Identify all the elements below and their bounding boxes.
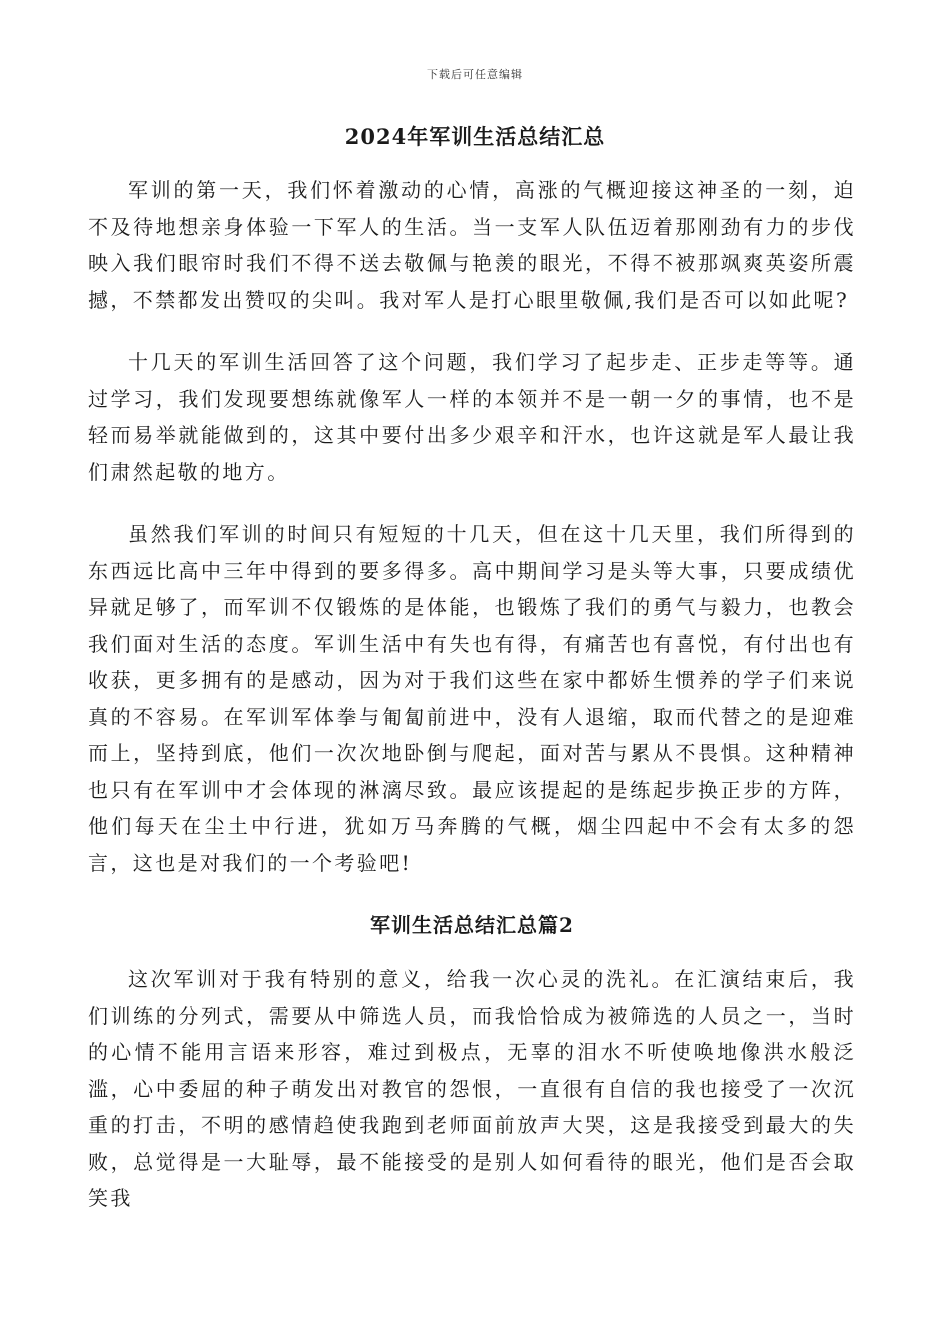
document-body	[88, 172, 856, 1243]
header-note: 下载后可任意编辑	[427, 68, 523, 81]
paragraph: 虽然我们军训的时间只有短短的十几天，但在这十几天里，我们所得到的东西远比高中三年中得到的要多得多。高中期间学习是头等大事，只要成绩优异就足够了，而军训不仅锻炼的是体能，也锻炼了我们的勇气与毅力，也教会我们面对生活的态度。军训生活中有失也有得，有痛苦也有喜悦，有付出也有收获，更多拥有的是感动，因为对于我们这些在家中都娇生惯养的学子们来说真的不容易。在军训军体拳与匍匐前进中，没有人退缩，取而代替之的是迎难而上，坚持到底，他们一次次地卧倒与爬起，面对苦与累从不畏惧。这种精神也只有在军训中才会体现的淋漓尽致。最应该提起的是练起步换正步的方阵，他们每天在尘土中行进，犹如万马奔腾的气概，烟尘四起中不会有太多的怨言，这也是对我们的一个考验吧!	[88, 522, 856, 875]
paragraph: 这次军训对于我有特别的意义，给我一次心灵的洗礼。在汇演结束后，我们训练的分列式，需要从中筛选人员，而我恰恰成为被筛选的人员之一，当时的心情不能用言语来形容，难过到极点，无辜的泪水不听使唤地像洪水般泛滥，心中委屈的种子萌发出对教官的怨恨，一直很有自信的我也接受了一次沉重的打击，不明的感情趋使我跑到老师面前放声大哭，这是我接受到最大的失败，总觉得是一大耻辱，最不能接受的是别人如何看待的眼光，他们是否会取笑我	[88, 967, 856, 1210]
section-heading: 军训生活总结汇总篇2	[370, 913, 574, 937]
paragraph: 十几天的军训生活回答了这个问题，我们学习了起步走、正步走等等。通过学习，我们发现要想练就像军人一样的本领并不是一朝一夕的事情，也不是轻而易举就能做到的，这其中要付出多少艰辛和汗水，也许这就是军人最让我们肃然起敬的地方。	[88, 350, 856, 484]
document-title: 2024年军训生活总结汇总	[344, 124, 606, 149]
paragraph: 军训的第一天，我们怀着激动的心情，高涨的气概迎接这神圣的一刻，迫不及待地想亲身体验一下军人的生活。当一支军人队伍迈着那刚劲有力的步伐映入我们眼帘时我们不得不送去敬佩与艳羡的眼光，不得不被那飒爽英姿所震撼，不禁都发出赞叹的尖叫。我对军人是打心眼里敬佩,我们是否可以如此呢?	[88, 178, 856, 312]
